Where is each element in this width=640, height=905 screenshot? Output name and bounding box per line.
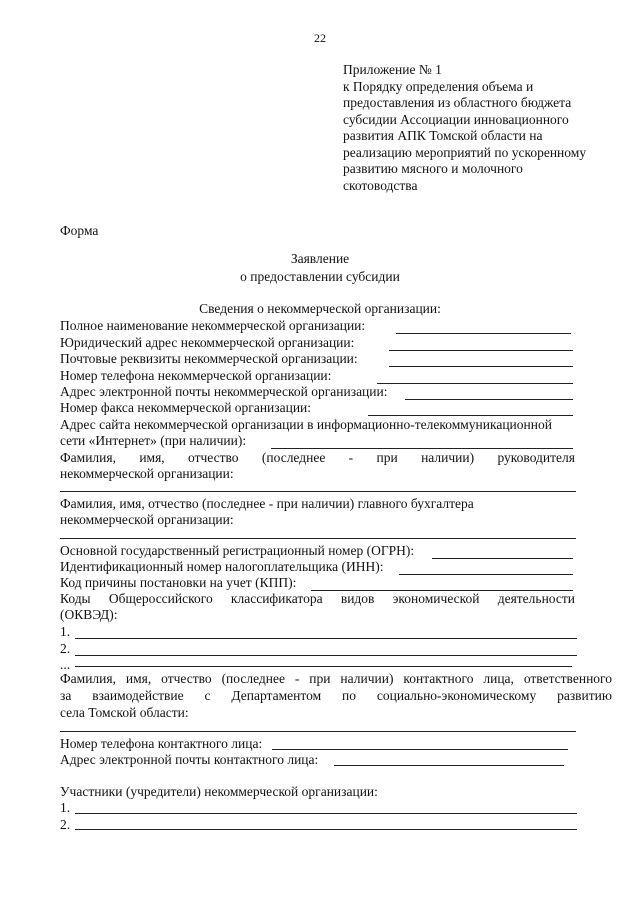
contact-email-field[interactable] [334, 765, 564, 766]
fax-field[interactable] [368, 415, 573, 416]
okved-item-number: 2. [60, 641, 71, 656]
founder-item-field[interactable] [75, 813, 577, 814]
okved-item-field[interactable] [75, 666, 572, 667]
appendix-line: субсидии Ассоциации инновационного [343, 111, 569, 127]
ogrn-label: Основной государственный регистрационный номер (ОГРН): [60, 543, 415, 558]
head-label-line1: Фамилия, имя, отчество (последнее - при наличии) руководителя [60, 450, 575, 465]
inn-field[interactable] [399, 574, 573, 575]
email-label: Адрес электронной почты некоммерческой организации: [60, 384, 388, 399]
website-label-line1: Адрес сайта некоммерческой организации в информационно-телекоммуникационной [60, 417, 552, 432]
website-field[interactable] [271, 448, 573, 449]
okved-item-field[interactable] [75, 655, 577, 656]
fax-label: Номер факса некоммерческой организации: [60, 400, 312, 415]
form-label: Форма [60, 223, 99, 238]
contact-label-line1: Фамилия, имя, отчество (последнее - при наличии) контактного лица, ответственного [60, 671, 612, 686]
head-field[interactable] [60, 491, 576, 492]
page-number: 22 [314, 31, 326, 45]
accountant-field[interactable] [60, 538, 576, 539]
contact-phone-field[interactable] [272, 749, 568, 750]
contact-email-label: Адрес электронной почты контактного лица: [60, 752, 319, 767]
appendix-line: Приложение № 1 [343, 62, 442, 77]
okved-item-number: 1. [60, 624, 71, 639]
contact-label-line2: за взаимодействие с Департаментом по социально-экономическому развитию [60, 688, 612, 703]
kpp-label: Код причины постановки на учет (КПП): [60, 575, 297, 590]
legal-address-label: Юридический адрес некоммерческой организации: [60, 335, 355, 350]
postal-label: Почтовые реквизиты некоммерческой организации: [60, 351, 358, 366]
contact-phone-label: Номер телефона контактного лица: [60, 736, 263, 751]
contact-label-line3: села Томской области: [60, 705, 189, 720]
full-name-label: Полное наименование некоммерческой организации: [60, 318, 366, 333]
contact-field[interactable] [60, 731, 576, 732]
appendix-line: развития АПК Томской области на [343, 128, 543, 143]
okved-item-field[interactable] [75, 638, 577, 639]
okved-label-line2: (ОКВЭД): [60, 607, 118, 622]
head-label-line2: некоммерческой организации: [60, 466, 234, 481]
okved-item-number: ... [60, 657, 71, 672]
inn-label: Идентификационный номер налогоплательщика (ИНН): [60, 559, 384, 574]
document-subtitle: о предоставлении субсидии [240, 269, 400, 284]
accountant-label-line2: некоммерческой организации: [60, 512, 234, 527]
legal-address-field[interactable] [389, 350, 573, 351]
appendix-line: реализацию мероприятий по ускоренному [343, 144, 587, 160]
appendix-block [343, 62, 623, 194]
section-heading: Сведения о некоммерческой организации: [199, 301, 441, 316]
postal-field[interactable] [389, 366, 573, 367]
founder-item-number: 1. [60, 800, 71, 815]
phone-field[interactable] [377, 383, 573, 384]
document-title: Заявление [290, 251, 350, 266]
email-field[interactable] [405, 399, 573, 400]
founders-label: Участники (учредители) некоммерческой организации: [60, 784, 378, 799]
okved-label-line1: Коды Общероссийского классификатора видов экономической деятельности [60, 591, 575, 606]
appendix-line: предоставления из областного бюджета [343, 95, 572, 110]
website-label-line2: сети «Интернет» (при наличии): [60, 433, 247, 448]
appendix-line: скотоводства [343, 177, 418, 193]
appendix-line: развитию мясного и молочного [343, 161, 523, 176]
appendix-line: к Порядку определения объема и [343, 78, 534, 94]
ogrn-field[interactable] [432, 558, 573, 559]
accountant-label-line1: Фамилия, имя, отчество (последнее - при наличии) главного бухгалтера [60, 496, 474, 511]
founder-item-number: 2. [60, 817, 71, 832]
full-name-field[interactable] [396, 333, 571, 334]
founder-item-field[interactable] [75, 829, 577, 830]
phone-label: Номер телефона некоммерческой организации: [60, 368, 332, 383]
